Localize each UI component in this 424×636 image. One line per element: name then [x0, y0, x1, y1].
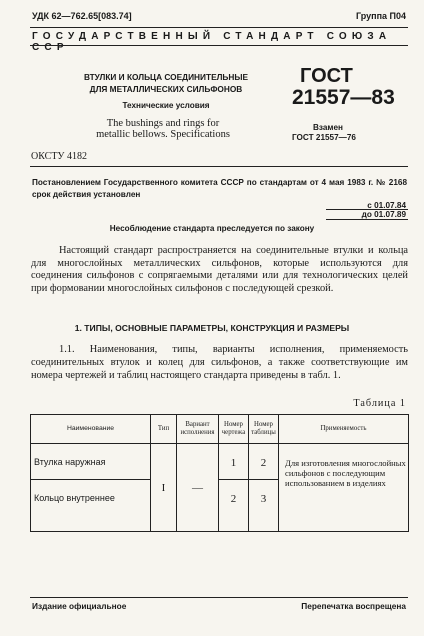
header-name: Наименование [31, 415, 151, 444]
decree-text: Постановлением Государственного комитета СССР по стандартам от 4 мая 1983 г. № 2168 срок действия установлен [32, 178, 407, 199]
top-rule [30, 27, 408, 28]
row-name: Кольцо внутреннее [31, 480, 151, 532]
edition-label: Издание официальное [32, 601, 127, 611]
header-application: Применяемость [279, 415, 409, 444]
document-title [56, 71, 276, 95]
title-line-2: ДЛЯ МЕТАЛЛИЧЕСКИХ СИЛЬФОНОВ [89, 84, 243, 94]
footer-rule [30, 597, 408, 598]
row-name: Втулка наружная [31, 444, 151, 480]
header-type: Тип [151, 415, 177, 444]
date-from: с 01.07.84 [367, 201, 406, 210]
english-title-line-2: metallic bellows. Specifications [96, 129, 230, 140]
row-table: 3 [249, 480, 279, 532]
gost-label: ГОСТ [300, 65, 353, 87]
section-paragraph: 1.1. Наименования, типы, варианты исполнения, применяемость соединительных втулок и колец для сильфонов, а также соответствующие им номера чертежей и таблиц настоящего стандарта приведены в табл. 1. [31, 344, 408, 381]
section-heading: 1. ТИПЫ, ОСНОВНЫЕ ПАРАМЕТРЫ, КОНСТРУКЦИЯ И РАЗМЕРЫ [74, 323, 350, 333]
title-line-1: ВТУЛКИ И КОЛЬЦА СОЕДИНИТЕЛЬНЫЕ [83, 72, 249, 82]
penalty-notice: Несоблюдение стандарта преследуется по закону [109, 224, 315, 233]
separator-rule [30, 166, 408, 167]
reprint-notice: Перепечатка воспрещена [301, 601, 406, 611]
table-row [31, 444, 409, 480]
group-code: Группа П04 [355, 11, 406, 21]
header-table: Номер таблицы [249, 415, 279, 444]
english-title-line-1: The bushings and rings for [106, 118, 220, 129]
row-drawing: 1 [219, 444, 249, 480]
okstu-code: ОКСТУ 4182 [31, 151, 88, 162]
replace-value: ГОСТ 21557—76 [292, 133, 356, 142]
type-cell: I [151, 444, 177, 532]
document-subtitle: Технические условия [122, 101, 210, 110]
replace-label: Взамен [313, 123, 343, 132]
variant-cell: — [177, 444, 219, 532]
standard-type: ГОСУДАРСТВЕННЫЙ СТАНДАРТ СОЮЗА ССР [32, 31, 392, 53]
row-drawing: 2 [219, 480, 249, 532]
table-1 [30, 414, 409, 532]
intro-paragraph: Настоящий стандарт распространяется на соединительные втулки и кольца для многослойных металлических сильфонов, которые используются для соединения сильфонов с сопрягаемыми деталями или для технологических целей при формовании многослойных сильфонов с последующей срезкой. [31, 245, 408, 294]
row-table: 2 [249, 444, 279, 480]
date-to: до 01.07.89 [361, 210, 406, 219]
table-header-row [31, 415, 409, 444]
application-cell: Для изготовления многослойных сильфонов с последующим использованием в изделиях [279, 444, 409, 532]
date-underline-2 [326, 219, 408, 220]
english-title [78, 118, 248, 140]
gost-number: 21557—83 [292, 86, 395, 109]
top-rule-2 [30, 45, 408, 46]
header-variant: Вариант исполнения [177, 415, 219, 444]
table-label: Таблица 1 [353, 398, 406, 409]
udk-code: УДК 62—762.65[083.74] [32, 11, 132, 21]
header-drawing: Номер чертежа [219, 415, 249, 444]
